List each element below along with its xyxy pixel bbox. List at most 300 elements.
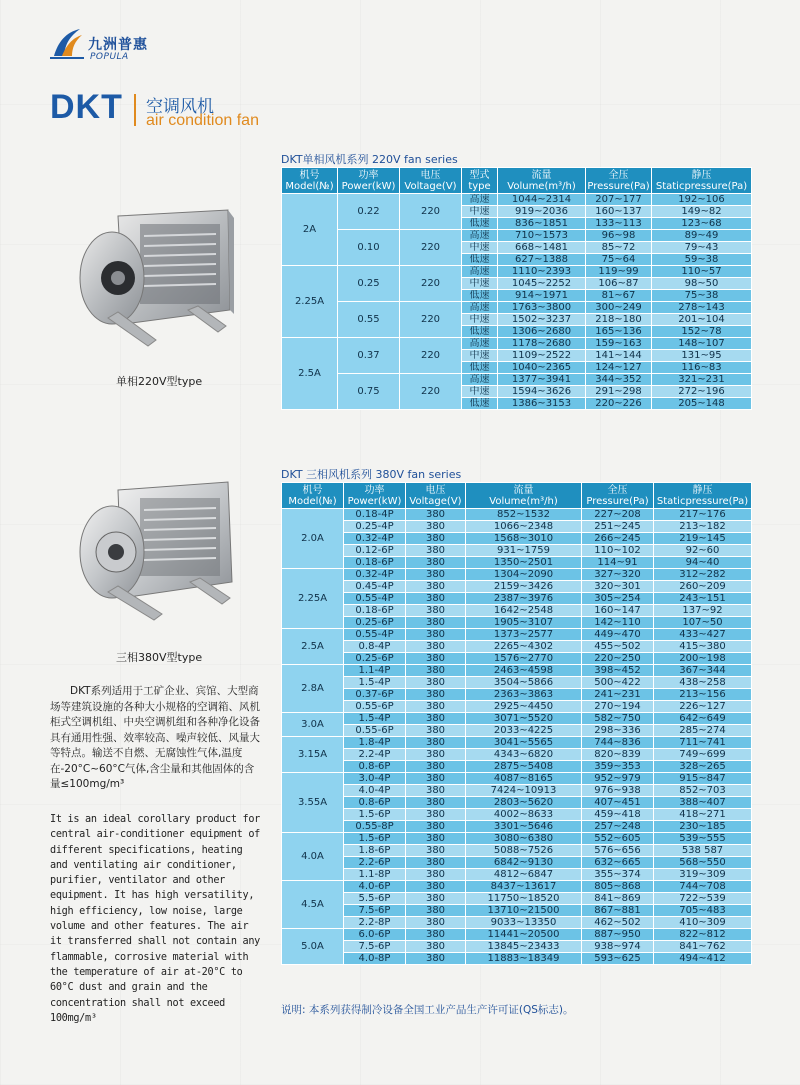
model-cell: 2.8A <box>282 665 344 713</box>
data-cell: 914~1971 <box>498 290 586 302</box>
header-en: Model(№) <box>288 495 337 507</box>
data-cell: 380 <box>406 653 466 665</box>
data-cell: 744~836 <box>582 737 654 749</box>
data-cell: 133~113 <box>586 218 652 230</box>
page-title-cn: 空调风机 <box>146 97 214 117</box>
header-en: Voltage(V) <box>404 180 457 192</box>
data-cell: 841~762 <box>654 941 752 953</box>
data-cell: 2159~3426 <box>466 581 582 593</box>
data-cell: 312~282 <box>654 569 752 581</box>
table-row <box>282 593 752 605</box>
data-cell: 938~974 <box>582 941 654 953</box>
header-en: Power(kW) <box>341 180 396 192</box>
data-cell: 5.5-6P <box>344 893 406 905</box>
header-en: Staticpressure(Pa) <box>655 180 748 192</box>
data-cell: 380 <box>406 629 466 641</box>
data-cell: 4343~6820 <box>466 749 582 761</box>
data-cell: 380 <box>406 917 466 929</box>
data-cell: 836~1851 <box>498 218 586 230</box>
brand-logo <box>50 24 220 70</box>
data-cell: 852~1532 <box>466 509 582 521</box>
data-cell: 高速 <box>462 374 498 386</box>
data-cell: 1568~3010 <box>466 533 582 545</box>
data-cell: 2033~4225 <box>466 725 582 737</box>
data-cell: 539~555 <box>654 833 752 845</box>
data-cell: 218~180 <box>586 314 652 326</box>
data-cell: 852~703 <box>654 785 752 797</box>
data-cell: 98~50 <box>652 278 752 290</box>
data-cell: 201~104 <box>652 314 752 326</box>
model-cell: 4.0A <box>282 833 344 881</box>
data-cell: 4812~6847 <box>466 869 582 881</box>
data-cell: 270~194 <box>582 701 654 713</box>
data-cell: 380 <box>406 641 466 653</box>
data-cell: 4.0-6P <box>344 881 406 893</box>
data-cell: 94~40 <box>654 557 752 569</box>
table-row <box>282 809 752 821</box>
table-row <box>282 701 752 713</box>
data-cell: 中速 <box>462 386 498 398</box>
data-cell: 13710~21500 <box>466 905 582 917</box>
data-cell: 3080~6380 <box>466 833 582 845</box>
data-cell: 576~656 <box>582 845 654 857</box>
voltage-cell: 220 <box>400 374 462 410</box>
data-cell: 500~422 <box>582 677 654 689</box>
data-cell: 9033~13350 <box>466 917 582 929</box>
data-cell: 0.37-6P <box>344 689 406 701</box>
table-row <box>282 881 752 893</box>
data-cell: 2363~3863 <box>466 689 582 701</box>
data-cell: 1110~2393 <box>498 266 586 278</box>
data-cell: 0.18-6P <box>344 557 406 569</box>
data-cell: 13845~23433 <box>466 941 582 953</box>
data-cell: 1.1-8P <box>344 869 406 881</box>
data-cell: 251~245 <box>582 521 654 533</box>
data-cell: 0.8-6P <box>344 761 406 773</box>
data-cell: 822~812 <box>654 929 752 941</box>
data-cell: 0.8-6P <box>344 797 406 809</box>
model-cell: 2.0A <box>282 509 344 569</box>
data-cell: 0.25-6P <box>344 617 406 629</box>
header-cn: 机号 <box>299 169 320 181</box>
table-row <box>282 266 752 278</box>
table-header-cell <box>406 483 466 509</box>
data-cell: 367~344 <box>654 665 752 677</box>
voltage-cell: 220 <box>400 266 462 302</box>
data-cell: 1.5-6P <box>344 833 406 845</box>
data-cell: 0.8-4P <box>344 641 406 653</box>
model-cell: 2.25A <box>282 266 338 338</box>
header-divider <box>134 94 136 126</box>
power-cell: 0.55 <box>338 302 400 338</box>
data-cell: 124~127 <box>586 362 652 374</box>
table-row <box>282 869 752 881</box>
data-cell: 96~98 <box>586 230 652 242</box>
power-cell: 0.22 <box>338 194 400 230</box>
data-cell: 328~265 <box>654 761 752 773</box>
data-cell: 123~68 <box>652 218 752 230</box>
data-cell: 380 <box>406 677 466 689</box>
data-cell: 243~151 <box>654 593 752 605</box>
data-cell: 75~38 <box>652 290 752 302</box>
model-cell: 2A <box>282 194 338 266</box>
data-cell: 220~226 <box>586 398 652 410</box>
popula-logo-icon <box>50 26 84 60</box>
data-cell: 1576~2770 <box>466 653 582 665</box>
data-cell: 380 <box>406 845 466 857</box>
data-cell: 931~1759 <box>466 545 582 557</box>
data-cell: 407~451 <box>582 797 654 809</box>
data-cell: 976~938 <box>582 785 654 797</box>
table-row <box>282 725 752 737</box>
model-cell: 2.5A <box>282 629 344 665</box>
table-header-cell <box>282 168 338 194</box>
table-row <box>282 917 752 929</box>
data-cell: 380 <box>406 521 466 533</box>
data-cell: 160~137 <box>586 206 652 218</box>
data-cell: 11750~18520 <box>466 893 582 905</box>
data-cell: 380 <box>406 545 466 557</box>
data-cell: 455~502 <box>582 641 654 653</box>
data-cell: 380 <box>406 881 466 893</box>
table-row <box>282 569 752 581</box>
data-cell: 131~95 <box>652 350 752 362</box>
data-cell: 705~483 <box>654 905 752 917</box>
table2-title: DKT 三相风机系列 380V fan series <box>281 468 462 481</box>
data-cell: 0.32-4P <box>344 533 406 545</box>
data-cell: 291~298 <box>586 386 652 398</box>
data-cell: 2925~4450 <box>466 701 582 713</box>
data-cell: 中速 <box>462 206 498 218</box>
data-cell: 160~147 <box>582 605 654 617</box>
data-cell: 4.0-4P <box>344 785 406 797</box>
model-cell: 2.25A <box>282 569 344 629</box>
data-cell: 1.5-4P <box>344 713 406 725</box>
data-cell: 79~43 <box>652 242 752 254</box>
data-cell: 1304~2090 <box>466 569 582 581</box>
data-cell: 582~750 <box>582 713 654 725</box>
data-cell: 462~502 <box>582 917 654 929</box>
table-row <box>282 338 752 350</box>
data-cell: 593~625 <box>582 953 654 965</box>
power-cell: 0.10 <box>338 230 400 266</box>
data-cell: 92~60 <box>654 545 752 557</box>
data-cell: 380 <box>406 713 466 725</box>
data-cell: 低速 <box>462 254 498 266</box>
data-cell: 380 <box>406 953 466 965</box>
data-cell: 149~82 <box>652 206 752 218</box>
data-cell: 1386~3153 <box>498 398 586 410</box>
table-row <box>282 509 752 521</box>
data-cell: 568~550 <box>654 857 752 869</box>
data-cell: 中速 <box>462 278 498 290</box>
data-cell: 805~868 <box>582 881 654 893</box>
table-row <box>282 545 752 557</box>
data-cell: 1594~3626 <box>498 386 586 398</box>
header-cn: 全压 <box>608 169 629 181</box>
header-cn: 功率 <box>358 169 379 181</box>
table-row <box>282 605 752 617</box>
header-cn: 静压 <box>691 169 712 181</box>
table-row <box>282 845 752 857</box>
header-en: Power(kW) <box>347 495 402 507</box>
table-row <box>282 677 752 689</box>
header-en: Volume(m³/h) <box>507 180 576 192</box>
data-cell: 1178~2680 <box>498 338 586 350</box>
data-cell: 627~1388 <box>498 254 586 266</box>
data-cell: 59~38 <box>652 254 752 266</box>
data-cell: 285~274 <box>654 725 752 737</box>
data-cell: 3.0-4P <box>344 773 406 785</box>
data-cell: 226~127 <box>654 701 752 713</box>
data-cell: 219~145 <box>654 533 752 545</box>
data-cell: 380 <box>406 581 466 593</box>
data-cell: 380 <box>406 929 466 941</box>
header-en: Volume(m³/h) <box>489 495 558 507</box>
data-cell: 230~185 <box>654 821 752 833</box>
data-cell: 高速 <box>462 266 498 278</box>
table-header-cell <box>282 483 344 509</box>
data-cell: 220~250 <box>582 653 654 665</box>
data-cell: 3504~5866 <box>466 677 582 689</box>
data-cell: 380 <box>406 557 466 569</box>
model-cell: 2.5A <box>282 338 338 410</box>
data-cell: 260~209 <box>654 581 752 593</box>
data-cell: 89~49 <box>652 230 752 242</box>
data-cell: 137~92 <box>654 605 752 617</box>
data-cell: 低速 <box>462 398 498 410</box>
data-cell: 2265~4302 <box>466 641 582 653</box>
data-cell: 11441~20500 <box>466 929 582 941</box>
table1-title: DKT单相风机系列 220V fan series <box>281 153 458 166</box>
data-cell: 380 <box>406 941 466 953</box>
voltage-cell: 220 <box>400 230 462 266</box>
data-cell: 359~353 <box>582 761 654 773</box>
data-cell: 749~699 <box>654 749 752 761</box>
data-cell: 1377~3941 <box>498 374 586 386</box>
data-cell: 380 <box>406 857 466 869</box>
voltage-cell: 220 <box>400 194 462 230</box>
table-row <box>282 761 752 773</box>
power-cell: 0.75 <box>338 374 400 410</box>
voltage-cell: 220 <box>400 338 462 374</box>
data-cell: 841~869 <box>582 893 654 905</box>
data-cell: 380 <box>406 593 466 605</box>
table-header-cell <box>466 483 582 509</box>
data-cell: 0.55-6P <box>344 725 406 737</box>
data-cell: 0.45-4P <box>344 581 406 593</box>
data-cell: 380 <box>406 569 466 581</box>
data-cell: 1109~2522 <box>498 350 586 362</box>
table-row <box>282 617 752 629</box>
table-header-cell <box>498 168 586 194</box>
data-cell: 1.8-4P <box>344 737 406 749</box>
data-cell: 398~452 <box>582 665 654 677</box>
data-cell: 中速 <box>462 242 498 254</box>
data-cell: 0.18-4P <box>344 509 406 521</box>
data-cell: 159~163 <box>586 338 652 350</box>
data-cell: 433~427 <box>654 629 752 641</box>
single-phase-spec-table <box>281 167 752 410</box>
data-cell: 4.0-8P <box>344 953 406 965</box>
data-cell: 1763~3800 <box>498 302 586 314</box>
data-cell: 952~979 <box>582 773 654 785</box>
table-row <box>282 953 752 965</box>
data-cell: 207~177 <box>586 194 652 206</box>
data-cell: 142~110 <box>582 617 654 629</box>
page-title-en: air condition fan <box>146 112 259 129</box>
data-cell: 5088~7526 <box>466 845 582 857</box>
model-cell: 5.0A <box>282 929 344 965</box>
model-cell: 3.55A <box>282 773 344 833</box>
data-cell: 380 <box>406 737 466 749</box>
data-cell: 380 <box>406 689 466 701</box>
data-cell: 1.5-6P <box>344 809 406 821</box>
table-row <box>282 929 752 941</box>
three-phase-spec-table <box>281 482 752 965</box>
table-header-cell <box>582 483 654 509</box>
data-cell: 1.5-4P <box>344 677 406 689</box>
model-cell: 3.0A <box>282 713 344 737</box>
table-header-cell <box>654 483 752 509</box>
data-cell: 6842~9130 <box>466 857 582 869</box>
data-cell: 低速 <box>462 326 498 338</box>
table-row <box>282 941 752 953</box>
table-row <box>282 833 752 845</box>
data-cell: 3301~5646 <box>466 821 582 833</box>
brand-name-cn: 九洲普惠 <box>88 37 148 53</box>
data-cell: 1350~2501 <box>466 557 582 569</box>
table-row <box>282 194 752 206</box>
data-cell: 418~271 <box>654 809 752 821</box>
data-cell: 1044~2314 <box>498 194 586 206</box>
data-cell: 8437~13617 <box>466 881 582 893</box>
data-cell: 1.8-6P <box>344 845 406 857</box>
data-cell: 380 <box>406 533 466 545</box>
data-cell: 2875~5408 <box>466 761 582 773</box>
data-cell: 213~156 <box>654 689 752 701</box>
data-cell: 低速 <box>462 290 498 302</box>
data-cell: 380 <box>406 821 466 833</box>
description-cn: DKT系列适用于工矿企业、宾馆、大型商场等建筑设施的各种大小规格的空调箱、风机柜式空调机组、中央空调机组和各种净化设备具有通用性强、效率较高、噪声较低、风量大等特点。输送不自燃、无腐蚀性气体,温度在-20°C~60°C气体,含尘量和其他固体的含量≤100mg/m³ <box>50 685 260 790</box>
table-row <box>282 557 752 569</box>
data-cell: 380 <box>406 893 466 905</box>
table-row <box>282 773 752 785</box>
table-header-cell <box>462 168 498 194</box>
data-cell: 213~182 <box>654 521 752 533</box>
table-row <box>282 749 752 761</box>
table-row <box>282 713 752 725</box>
data-cell: 110~102 <box>582 545 654 557</box>
power-cell: 0.37 <box>338 338 400 374</box>
data-cell: 257~248 <box>582 821 654 833</box>
data-cell: 217~176 <box>654 509 752 521</box>
single-phase-caption: 单相220V型type <box>116 375 203 388</box>
table-row <box>282 629 752 641</box>
data-cell: 141~144 <box>586 350 652 362</box>
data-cell: 1642~2548 <box>466 605 582 617</box>
header-cn: 流量 <box>513 484 534 496</box>
table-row <box>282 785 752 797</box>
data-cell: 1373~2577 <box>466 629 582 641</box>
data-cell: 355~374 <box>582 869 654 881</box>
data-cell: 0.55-8P <box>344 821 406 833</box>
header-cn: 机号 <box>302 484 323 496</box>
header-cn: 电压 <box>425 484 446 496</box>
data-cell: 344~352 <box>586 374 652 386</box>
data-cell: 107~50 <box>654 617 752 629</box>
data-cell: 380 <box>406 605 466 617</box>
data-cell: 415~380 <box>654 641 752 653</box>
three-phase-fan-image <box>78 478 238 628</box>
data-cell: 380 <box>406 761 466 773</box>
data-cell: 278~143 <box>652 302 752 314</box>
data-cell: 305~254 <box>582 593 654 605</box>
header-cn: 静压 <box>692 484 713 496</box>
data-cell: 380 <box>406 617 466 629</box>
table-row <box>282 905 752 917</box>
description-en: It is an ideal corollary product for central air-conditioner equipment of different specifications, heating and ventilating air conditioner, purifier, ventilator and other equipment. It has high versatility, high efficiency, low noise, large volume and other features. The air it transferred shall not contain any flammable, corrosive material with the temperature of air at-20°C to 60°C dust and grain and the concentration shall not exceed 100mg/m³ <box>50 814 261 1024</box>
data-cell: 0.12-6P <box>344 545 406 557</box>
data-cell: 0.18-6P <box>344 605 406 617</box>
data-cell: 552~605 <box>582 833 654 845</box>
table-row <box>282 230 752 242</box>
three-phase-caption: 三相380V型type <box>116 651 203 664</box>
data-cell: 0.32-4P <box>344 569 406 581</box>
data-cell: 7424~10913 <box>466 785 582 797</box>
header-cn: 电压 <box>420 169 441 181</box>
data-cell: 327~320 <box>582 569 654 581</box>
data-cell: 320~301 <box>582 581 654 593</box>
data-cell: 227~208 <box>582 509 654 521</box>
model-cell: 4.5A <box>282 881 344 929</box>
data-cell: 380 <box>406 785 466 797</box>
header-en: Staticpressure(Pa) <box>656 495 749 507</box>
data-cell: 148~107 <box>652 338 752 350</box>
header-en: Pressure(Pa) <box>587 180 650 192</box>
data-cell: 380 <box>406 797 466 809</box>
data-cell: 710~1573 <box>498 230 586 242</box>
data-cell: 449~470 <box>582 629 654 641</box>
table-row <box>282 737 752 749</box>
data-cell: 116~83 <box>652 362 752 374</box>
data-cell: 380 <box>406 833 466 845</box>
certification-note: 说明: 本系列获得制冷设备全国工业产品生产许可证(QS标志)。 <box>281 1004 574 1016</box>
table-row <box>282 857 752 869</box>
data-cell: 200~198 <box>654 653 752 665</box>
data-cell: 低速 <box>462 362 498 374</box>
data-cell: 887~950 <box>582 929 654 941</box>
table-header-cell <box>344 483 406 509</box>
data-cell: 380 <box>406 809 466 821</box>
data-cell: 3041~5565 <box>466 737 582 749</box>
data-cell: 867~881 <box>582 905 654 917</box>
data-cell: 494~412 <box>654 953 752 965</box>
data-cell: 1066~2348 <box>466 521 582 533</box>
data-cell: 300~249 <box>586 302 652 314</box>
data-cell: 7.5-6P <box>344 905 406 917</box>
header-cn: 流量 <box>531 169 552 181</box>
data-cell: 152~78 <box>652 326 752 338</box>
data-cell: 538 587 <box>654 845 752 857</box>
data-cell: 0.55-6P <box>344 701 406 713</box>
single-phase-fan-image <box>78 206 236 356</box>
data-cell: 380 <box>406 869 466 881</box>
table-row <box>282 302 752 314</box>
data-cell: 205~148 <box>652 398 752 410</box>
data-cell: 1905~3107 <box>466 617 582 629</box>
data-cell: 632~665 <box>582 857 654 869</box>
